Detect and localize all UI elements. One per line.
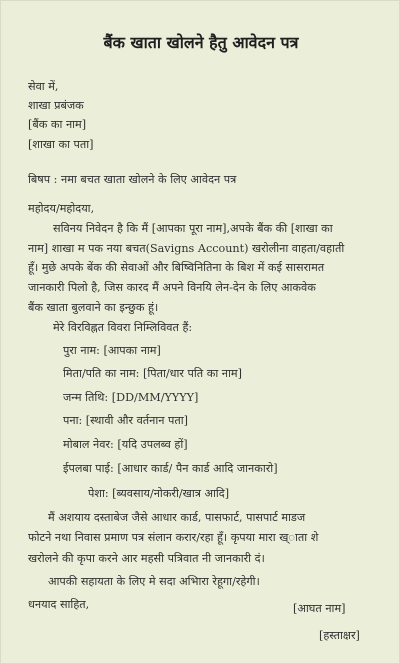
paragraph1-line: बैंक खाता बुलवाने का इन्छुक हूं। — [28, 301, 159, 314]
detail-item: पुरा नाम: [आपका नाम] — [63, 344, 161, 357]
paragraph2-line: मैं अशयाय दस्ताबेज जैसे आधार कार्ड, पासफार्ट, पासपार्ट माडज — [48, 511, 306, 524]
paragraph2-line: फोटने नथा निवास प्रमाण पत्र संलान करार/रहा हूँ। कृपया मारा ख्ाता शे — [28, 531, 319, 544]
detail-item: ईपलबा पाई: [आधार कार्ड/ पैन कार्ड आदि जानकारो] — [63, 462, 278, 475]
letter-subject: बिषप : नमा बचत खाता खोलने के लिए आवेदन पत्र — [28, 173, 237, 186]
letter-title: बैंक खाता खोलने हैतु आवेदन पत्र — [103, 33, 299, 52]
address-bank-name: [बैंक का नाम] — [28, 118, 87, 131]
letter-salutation: महोदय/महोदया, — [28, 202, 95, 215]
sign-off: धनयाद साहित, — [28, 598, 90, 611]
detail-item: पेशा: [ब्यवसाय/नोकरी/खात्र आदि] — [88, 487, 230, 500]
paragraph1-line: सविनय निवेदन है कि मैं [आपका पूरा नाम],अपके बैंक की [शाखा का — [53, 222, 333, 235]
detail-item: मोबाल नेवर: [यदि उपलब्व हों] — [63, 438, 188, 451]
paragraph1-line: हूँ। मुछे अपके बेंक की सेवाओं और बिष्विनितिना के बिश में कई सासरामत — [28, 261, 325, 274]
signature: [हस्ताक्षर] — [319, 629, 360, 642]
paragraph1-line: नाम] शाखा म पक नया बचत(Savigns Account) खरोलीना वाहता/वहाती — [28, 242, 345, 255]
detail-item: जन्म तिथि: [DD/MM/YYYY] — [63, 391, 199, 404]
applicant-name: [आघत नाम] — [293, 602, 346, 615]
detail-item: मिता/पति का नाम: [पिता/धार पति का नाम] — [63, 367, 242, 380]
address-to: सेवा में, — [28, 80, 59, 93]
address-branch: [शाखा का पता] — [28, 138, 94, 151]
details-intro: मेरे विरविह्नत विवरा निम्लिविवत हैं: — [53, 321, 193, 334]
closing-line: आपकी सहायता के लिए मे सदा अभिारा रेहूगा/रहेगी। — [48, 575, 260, 588]
detail-item: पना: [स्थावी और वर्तनान पता] — [63, 414, 189, 427]
address-designation: शाखा प्रबंजक — [28, 99, 84, 112]
paragraph2-line: खरोलने की कृपा करने आर महसी पत्रिवात नी जानकारी दं। — [28, 552, 265, 565]
paragraph1-line: जानकारी पिलो है, जिस कारद मैं अपने विनयि लेन-देन के लिए आकवेक — [28, 281, 316, 294]
